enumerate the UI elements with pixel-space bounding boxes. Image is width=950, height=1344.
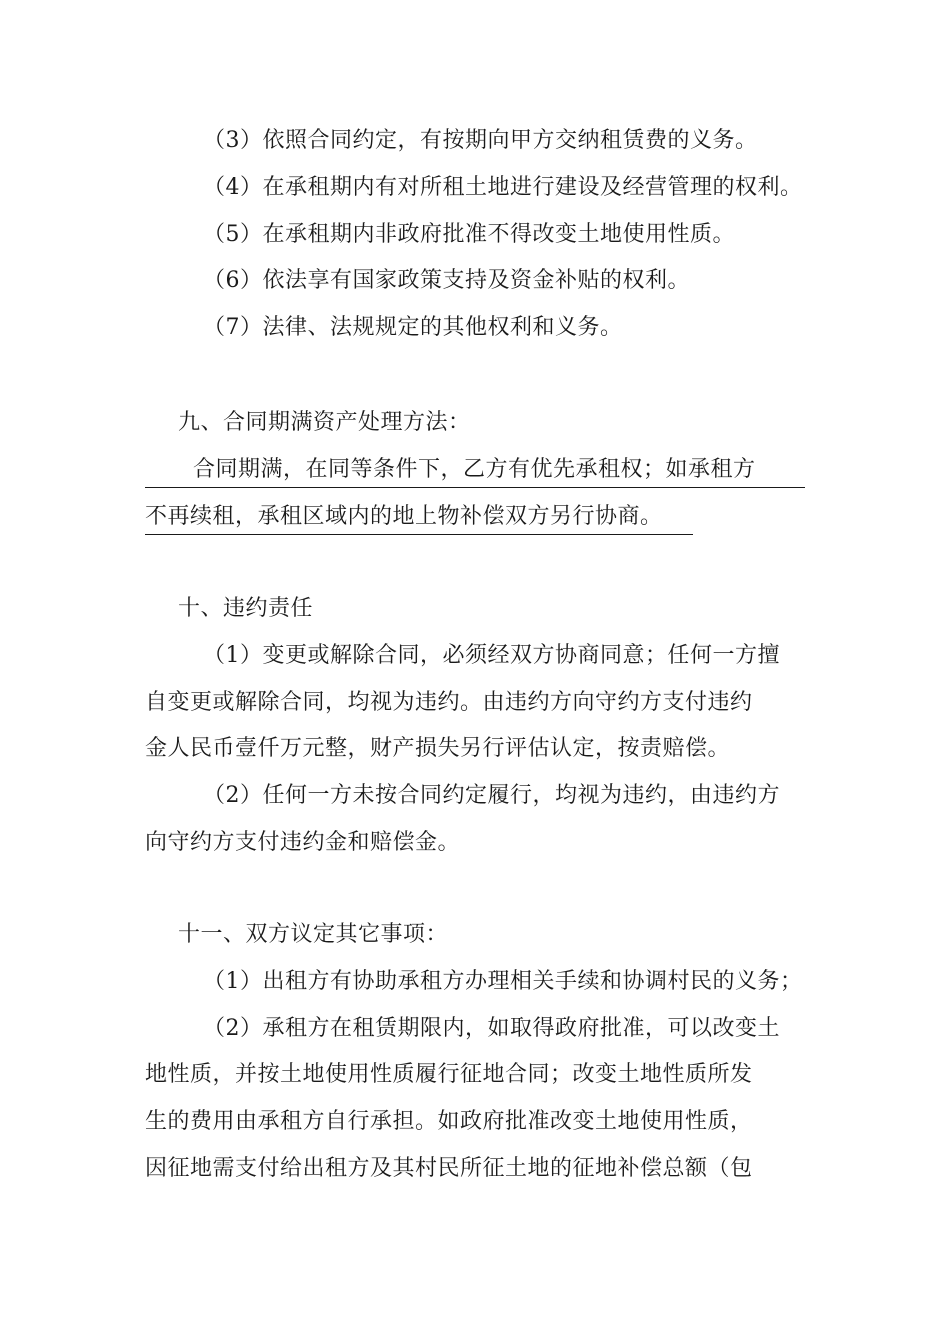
clause-10-item-1-line-3: 金人民币壹仟万元整，财产损失另行评估认定，按责赔偿。	[145, 736, 731, 761]
clause-10-item-2-line-1: （2）任何一方未按合同约定履行，均视为违约，由违约方	[203, 783, 780, 808]
clause-10-item-1-line-1: （1）变更或解除合同，必须经双方协商同意；任何一方擅	[203, 643, 780, 668]
clause-8-item-7: （7）法律、法规规定的其他权利和义务。	[203, 315, 623, 340]
clause-8-item-3: （3）依照合同约定，有按期向甲方交纳租赁费的义务。	[203, 128, 758, 153]
clause-11-item-2-line-4: 因征地需支付给出租方及其村民所征土地的征地补偿总额（包	[145, 1156, 753, 1181]
clause-10-item-1-line-2: 自变更或解除合同，均视为违约。由违约方向守约方支付违约	[145, 690, 753, 715]
section-9-text-line-2: 不再续租，承租区域内的地上物补偿双方另行协商。	[145, 502, 693, 535]
section-9-text-line-1: 合同期满，在同等条件下，乙方有优先承租权；如承租方	[145, 455, 805, 488]
clause-11-item-2-line-2: 地性质，并按土地使用性质履行征地合同；改变土地性质所发	[145, 1062, 753, 1087]
clause-8-item-6: （6）依法享有国家政策支持及资金补贴的权利。	[203, 268, 690, 293]
section-9-heading: 九、合同期满资产处理方法：	[178, 410, 471, 435]
section-10-heading: 十、违约责任	[178, 596, 314, 621]
section-11-heading: 十一、双方议定其它事项：	[178, 922, 449, 947]
clause-11-item-1: （1）出租方有协助承租方办理相关手续和协调村民的义务；	[203, 969, 803, 994]
clause-8-item-4: （4）在承租期内有对所租土地进行建设及经营管理的权利。	[203, 175, 803, 200]
clause-10-item-2-line-2: 向守约方支付违约金和赔偿金。	[145, 830, 461, 855]
clause-11-item-2-line-1: （2）承租方在租赁期限内，如取得政府批准，可以改变土	[203, 1016, 780, 1041]
clause-8-item-5: （5）在承租期内非政府批准不得改变土地使用性质。	[203, 222, 735, 247]
clause-11-item-2-line-3: 生的费用由承租方自行承担。如政府批准改变土地使用性质，	[145, 1109, 753, 1134]
